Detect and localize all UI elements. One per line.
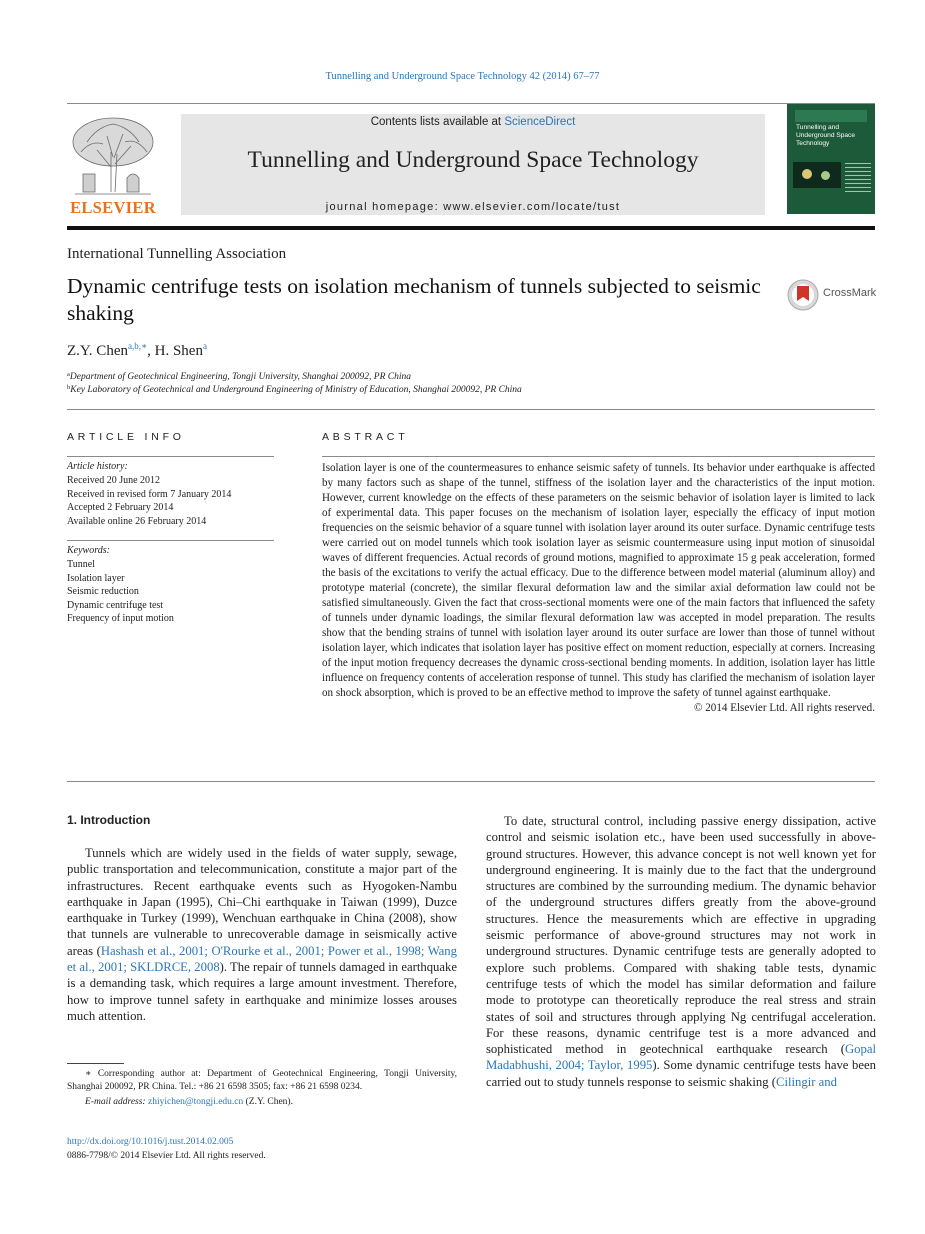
keywords-rule xyxy=(67,540,274,541)
keyword-item: Seismic reduction xyxy=(67,586,139,597)
keyword-item: Isolation layer xyxy=(67,572,125,584)
sciencedirect-link[interactable]: ScienceDirect xyxy=(504,116,576,128)
abstract-heading: ABSTRACT xyxy=(322,431,409,443)
association-label: International Tunnelling Association xyxy=(67,246,287,262)
contents-prefix: Contents lists available at xyxy=(370,116,505,128)
history-item: Available online 26 February 2014 xyxy=(67,515,207,527)
history-list xyxy=(67,474,231,528)
intro-paragraph xyxy=(486,813,876,1090)
header-thick-rule xyxy=(67,226,875,230)
abstract-bottom-rule xyxy=(67,781,875,782)
abstract-rule xyxy=(322,456,875,457)
corresponding-author-note xyxy=(67,1068,457,1109)
intro-text: ). Some dynamic centrifuge tests have been carried out to study tunnels response to seismic shaking ( xyxy=(486,1058,876,1089)
journal-cover xyxy=(787,104,875,214)
section-heading-introduction: 1. Introduction xyxy=(67,813,151,827)
intro-text: Tunnels which are widely used in the fields of water supply, sewage, public transportation and telecommunication, constitute a major part of the infrastructures. Recent earthquake events such as Hyogoken-Nambu earthquake in Japan (1995), Chi–Chi earthquake in Taiwan (1999), Duzce earthquake in Turkey (1999), Wenchuan earthquake in China (2008), show that tunnels are vulnerable to unrecoverable damage in seismically active areas ( xyxy=(67,846,457,958)
abstract-copyright: © 2014 Elsevier Ltd. All rights reserved. xyxy=(694,702,875,714)
publisher-name: ELSEVIER xyxy=(70,198,156,217)
keyword-item: Dynamic centrifuge test xyxy=(67,599,164,611)
history-item: Accepted 2 February 2014 xyxy=(67,502,174,513)
email-label: E-mail address: xyxy=(85,1097,148,1107)
affiliation-text: Key Laboratory of Geotechnical and Underground Engineering of Ministry of Education, Shanghai 200092, PR China xyxy=(70,385,522,395)
affiliation-marker: a xyxy=(67,371,70,378)
journal-banner xyxy=(181,114,765,215)
crossmark-badge[interactable] xyxy=(787,279,877,311)
title-block-rule xyxy=(67,409,875,410)
issn-copyright: 0886-7798/© 2014 Elsevier Ltd. All rights reserved. xyxy=(67,1151,266,1161)
keyword-item: Tunnel xyxy=(67,559,95,570)
doi-link[interactable]: http://dx.doi.org/10.1016/j.tust.2014.02.005 xyxy=(67,1137,234,1147)
affiliation-marker: b xyxy=(67,384,71,391)
crossmark-icon xyxy=(787,279,819,311)
corresponding-author-text: ∗ Corresponding author at: Department of Geotechnical Engineering, Tongji University, Shanghai 200092, PR China. Tel.: +86 21 6598 3505; fax: +86 21 6598 0234. xyxy=(67,1069,457,1092)
abstract-body xyxy=(322,461,875,716)
keywords-label: Keywords: xyxy=(67,545,110,556)
author-name: H. Shen xyxy=(154,343,203,359)
affiliation-text: Department of Geotechnical Engineering, Tongji University, Shanghai 200092, PR China xyxy=(69,372,411,382)
journal-homepage[interactable]: journal homepage: www.elsevier.com/locate/tust xyxy=(325,201,621,213)
intro-paragraph xyxy=(67,845,457,1024)
author-affiliation-marker[interactable]: a xyxy=(202,341,207,351)
elsevier-logo xyxy=(67,112,159,216)
body-column-left xyxy=(67,845,457,1024)
keyword-item: Frequency of input motion xyxy=(67,613,174,624)
email-link[interactable]: zhiyichen@tongji.edu.cn xyxy=(147,1097,244,1107)
header-rule xyxy=(67,103,875,104)
affiliation-b xyxy=(67,384,522,395)
article-title: Dynamic centrifuge tests on isolation mechanism of tunnels subjected to seismic shaking xyxy=(67,274,761,325)
footnote-rule xyxy=(67,1063,124,1064)
body-column-right xyxy=(486,813,876,1090)
author-name: Z.Y. Chen xyxy=(67,343,128,359)
author-separator: , xyxy=(147,343,155,359)
contents-line xyxy=(181,116,765,128)
journal-title: Tunnelling and Underground Space Technology xyxy=(247,147,699,173)
article-info-heading: ARTICLE INFO xyxy=(67,431,185,443)
cover-toc-lines xyxy=(845,160,871,204)
author-affiliation-marker[interactable]: a,b,∗ xyxy=(127,341,148,351)
journal-reference[interactable]: Tunnelling and Underground Space Technology 42 (2014) 67–77 xyxy=(325,71,600,82)
history-item: Received 20 June 2012 xyxy=(67,475,161,486)
crossmark-label: CrossMark xyxy=(823,287,877,299)
intro-text: ). The repair of tunnels damaged in earthquake is a demanding task, which requires a large amount investment. Therefore, how to improve tunnel safety in earthquake and minimize losses arouses much attention. xyxy=(67,960,457,1023)
history-label: Article history: xyxy=(67,461,128,472)
email-line xyxy=(67,1096,457,1109)
keyword-list xyxy=(67,558,174,626)
email-suffix: (Z.Y. Chen). xyxy=(243,1097,293,1107)
cover-header-band xyxy=(795,110,867,122)
abstract-text: Isolation layer is one of the countermeasures to enhance seismic safety of tunnels. Its behavior under earthquake is affected by many factors such as shape of the tunnel, stiffness of the isolation layer and the characteristics of the input motion. However, current knowledge on the effects of these parameters on the seismic behavior of isolation layer is limited to lack of experimental data. This paper focuses on the mechanism of isolation layer, especially the efficacy of input motion frequencies on the seismic behavior of a square tunnel with isolation layer around its outer surface. Dynamic centrifuge tests were carried out on model tunnels which took isolation layer as seismic countermeasure using input motion of sinusoidal waves of different frequencies. Actual records of ground motions, magnified to approximate 15 g peak acceleration, formed the basis of the excitations to verify the actual efficacy. Due to the difference between model material (aluminum alloy) and prototype material (concrete), the similar flexural deformation law and the similar axial deformation law could not be satisfied simultaneously. Given the fact that cross-sectional moments were one of the main factors that influenced the safety of tunnels under dynamic loadings, the similar flexural deformation law was accepted in model preparation. The results show that the bending strains of tunnel with isolation layer around its outer surface are lower than those of tunnel without isolation layer, which indicates that isolation layer has positive effect on moment reduction, especially at corners. Increasing of the input motion frequency decreases the dynamic cross-sectional bending moments. In addition, isolation layer has little influence on frequency contents of acceleration response of tunnel. This study has clarified the mechanism of isolation layer on shock absorption, which is proved to be an effective method to improve the safety of tunnel against earthquake. xyxy=(322,462,875,699)
citation-link[interactable]: Cilingir and xyxy=(776,1074,837,1089)
cover-image xyxy=(793,162,841,188)
citation-link[interactable]: Hashash et al., 2001; O'Rourke et al., 2001; Power et al., 1998; Wang et al., 2001; SKLDRCE, 2008 xyxy=(67,943,457,975)
author-list xyxy=(67,341,207,360)
cover-title: Tunnelling and Underground Space Technology xyxy=(796,124,856,147)
intro-text: To date, structural control, including passive energy dissipation, active control and seismic isolation etc., have been used successfully in above-ground structures. However, this advance concept is not well known yet for underground engineering. It is mainly due to the fact that the underground structures are combined by the surrounding medium. The dynamic behavior of the underground structures differs greatly from the above-ground structures. Hence the measurements which are effective in upgrading seismic performance of above-ground structures may not work in underground structures. Dynamic centrifuge tests are generally adopted to explore such problems. Compared with shaking table tests, dynamic centrifuge tests of which the model has similar deformation and failure mode to prototype can theoretically reproduce the real stress and strain states of soil and structures through applying Ng centrifugal acceleration. For these reasons, dynamic centrifuge test is a more advanced and sophisticated method in geotechnical earthquake research ( xyxy=(486,814,876,1057)
citation-link[interactable]: Gopal Madabhushi, 2004; Taylor, 1995 xyxy=(486,1042,876,1073)
article-info-rule xyxy=(67,456,274,457)
history-item: Received in revised form 7 January 2014 xyxy=(67,488,232,500)
affiliation-a xyxy=(67,371,411,382)
